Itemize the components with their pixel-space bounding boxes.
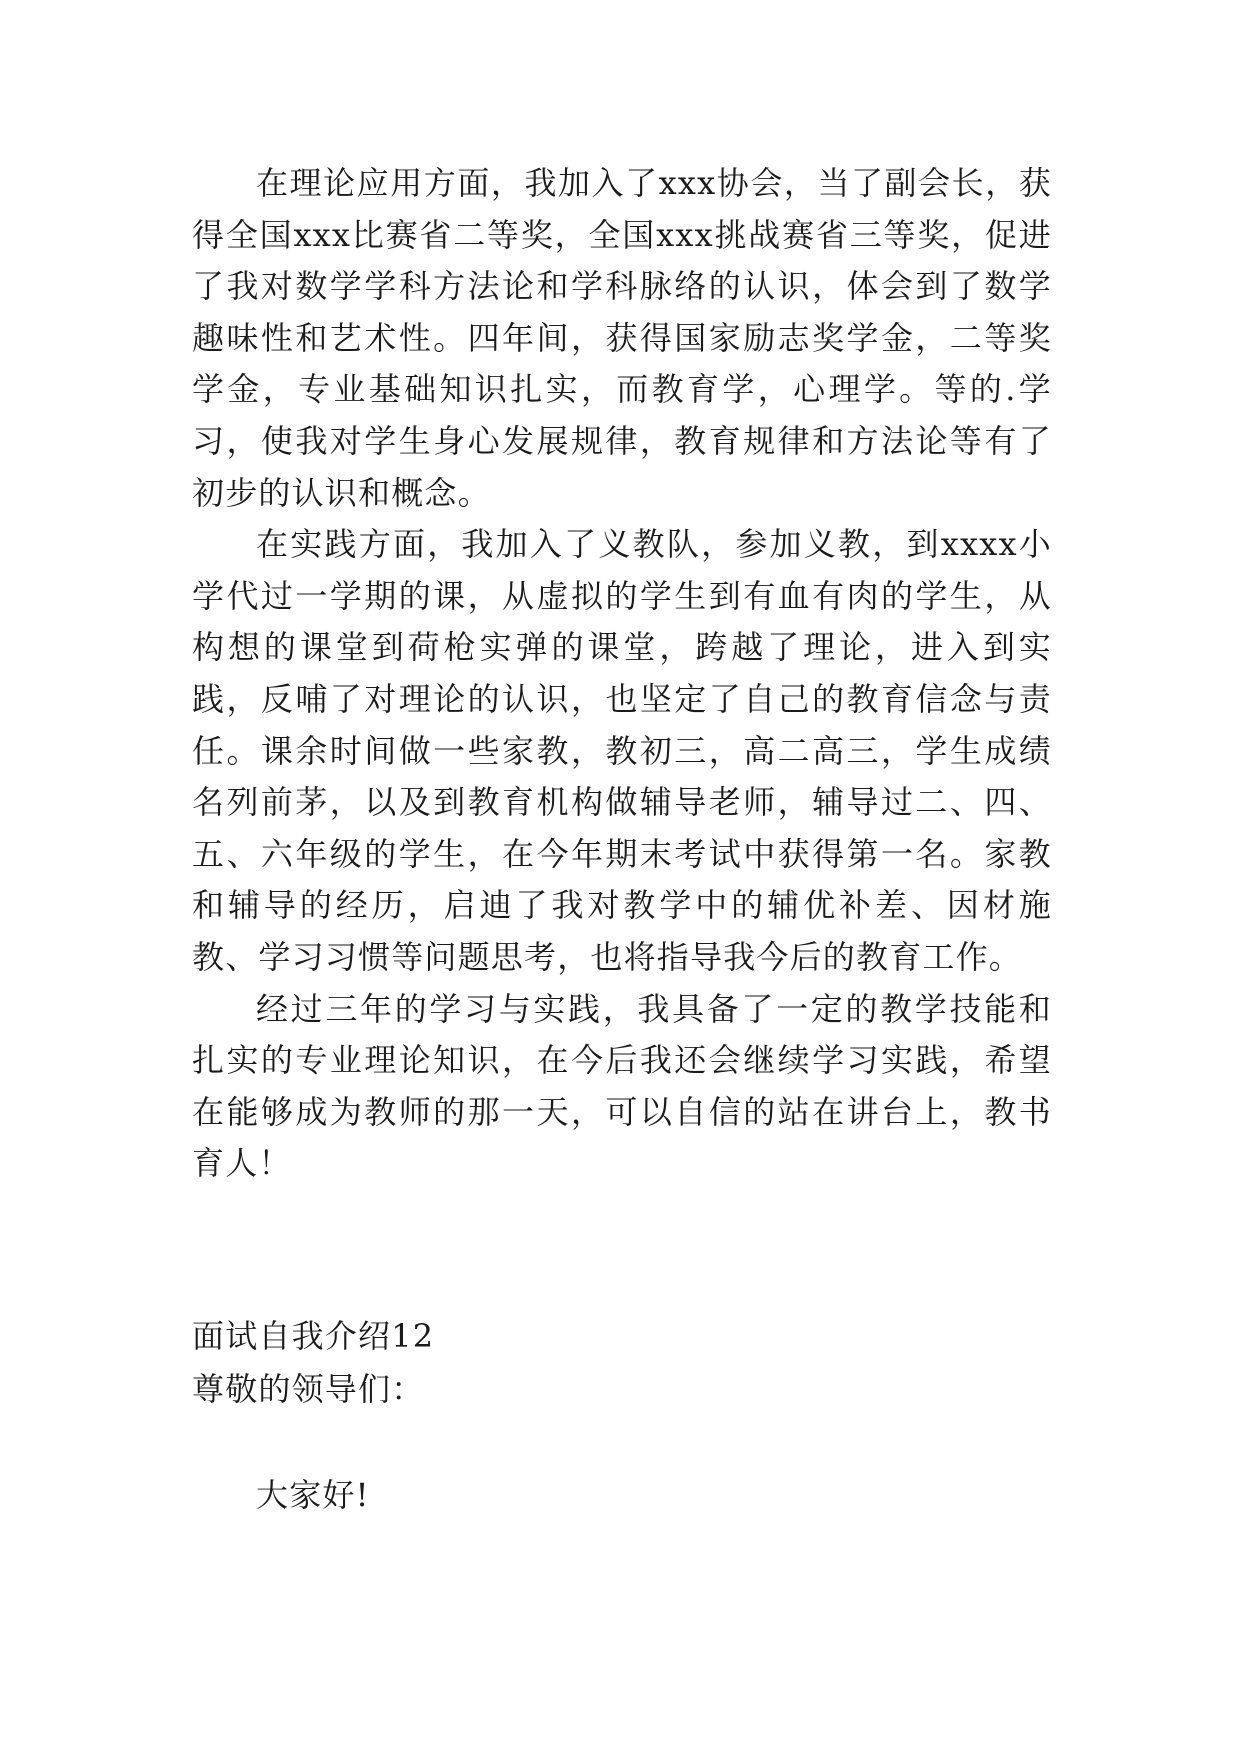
salutation: 尊敬的领导们： xyxy=(192,1370,425,1408)
section-title: 面试自我介绍12 xyxy=(192,1317,435,1355)
paragraph-theory: 在理论应用方面，我加入了xxx协会，当了副会长，获得全国xxx比赛省二等奖，全国xxx挑战赛省三等奖，促进了我对数学学科方法论和学科脉络的认识，体会到了数学趣味性和艺术性。四年间，获得国家励志奖学金，二等奖学金，专业基础知识扎实，而教育学，心理学。等的.学习，使我对学生身心发展规律，教育规律和方法论等有了初步的认识和概念。 xyxy=(192,164,1052,512)
body-text xyxy=(192,158,1052,1190)
paragraph-practice: 在实践方面，我加入了义教队，参加义教，到xxxx小学代过一学期的课，从虚拟的学生到有血有肉的学生，从构想的课堂到荷枪实弹的课堂，跨越了理论，进入到实践，反哺了对理论的认识，也坚定了自己的教育信念与责任。课余时间做一些家教，教初三，高二高三，学生成绩名列前茅，以及到教育机构做辅导老师，辅导过二、四、五、六年级的学生，在今年期末考试中获得第一名。家教和辅导的经历，启迪了我对教学中的辅优补差、因材施教、学习习惯等问题思考，也将指导我今后的教育工作。 xyxy=(192,525,1052,976)
paragraph-conclusion: 经过三年的学习与实践，我具备了一定的教学技能和扎实的专业理论知识，在今后我还会继续学习实践，希望在能够成为教师的那一天，可以自信的站在讲台上，教书育人！ xyxy=(192,989,1052,1183)
greeting: 大家好! xyxy=(256,1476,370,1514)
